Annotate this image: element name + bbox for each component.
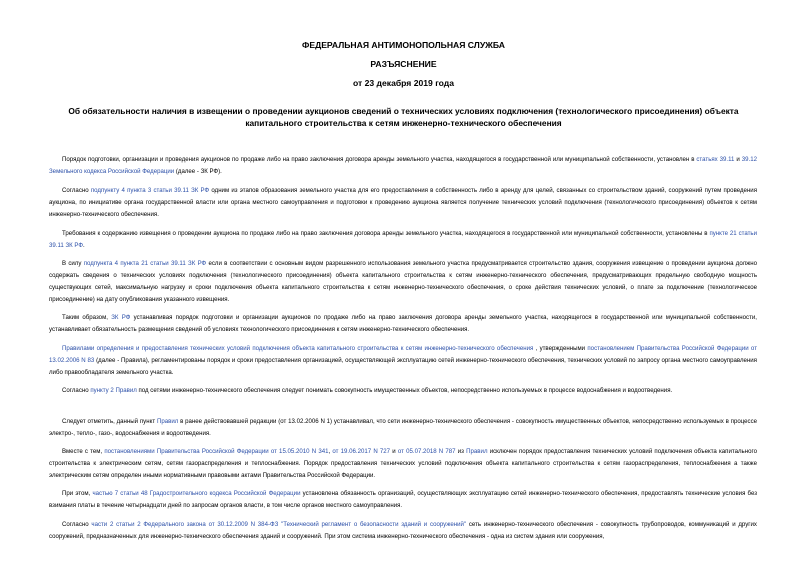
law-link[interactable]: частью 7 статьи 48 Градостроительного кодекса Российской Федерации [92, 490, 301, 497]
paragraph-text: одним из этапов образования земельного участка для его предоставления в собственность либо в аренду для целей, связанных со строительством зданий, сооружений путем проведения аукциона, по инициативе органа государственной власти или органа местного самоуправления и подготовки к проведению аукциона является получение технических условий подключения (технологического присоединения) объектов к сетям инженерно-технического обеспечения. [49, 187, 758, 218]
paragraph-text: исключен порядок предоставления технических условий подключения объекта капитального строительства к электрическим сетям, сетям газораспределения и теплоснабжения. Порядок предоставления технических условий подключения объекта капитального строительства к сетям газораспределения, теплоснабжения а также электрическим сетям определен иными нормативными правовыми актами Правительства Российской Федерации. [49, 448, 757, 479]
law-link[interactable]: подпункта 4 пункта 21 статьи 39.11 ЗК РФ [83, 260, 207, 267]
paragraph-text: если в соответствии с основным видом разрешенного использования земельного участка предусматривается строительство здания, сооружения извещение о проведении аукциона должно содержать сведения о технических условиях подключения (технологического присоединения) объекта капитального строительства к сетям инженерно-технического обеспечения, предусматривающих предельную свободную мощность существующих сетей, максимальную нагрузку и сроки подключения объекта капитального строительства к сетям инженерно-технического обеспечения, о сроке действия технических условий, о плате за подключение (технологическое присоединение) на дату опубликования указанного извещения. [49, 260, 757, 303]
law-link[interactable]: от 05.07.2018 N 787 [397, 448, 456, 455]
paragraph-text: установлена обязанность организаций, осуществляющих эксплуатацию сетей инженерно-технического обеспечения, предоставлять технические условия без взимания платы в течение четырнадцати дней по запросам органов власти, в том числе органов местного самоуправления. [49, 490, 758, 509]
paragraph-4 [49, 258, 757, 306]
paragraph-text: , [328, 448, 333, 455]
paragraph-1 [49, 154, 757, 178]
law-link[interactable]: 39.12 Земельного кодекса Российской Федерации [49, 156, 757, 175]
paragraph-5 [49, 312, 757, 336]
law-link[interactable]: Правил [466, 448, 488, 455]
paragraph-text: под сетями инженерно-технического обеспечения следует понимать совокупность имущественных объектов, непосредственно используемых в процессе водоснабжения и водоотведения. [136, 387, 673, 394]
law-link[interactable]: статьях 39.11 [696, 156, 735, 163]
law-link[interactable]: пункте 21 статьи 39.11 ЗК РФ [49, 230, 757, 249]
law-link[interactable]: Правилами определения и предоставления технических условий подключения объекта капитального строительства к сетям инженерно-технического обеспечения [62, 345, 534, 352]
law-link[interactable]: постановлением Правительства Российской Федерации от 13.02.2006 N 83 [49, 345, 757, 364]
paragraph-text: Порядок подготовки, организации и проведения аукционов по продаже либо на право заключения договора аренды земельного участка, находящегося в государственной или муниципальной собственности, установлен в [62, 156, 697, 163]
agency-heading: ФЕДЕРАЛЬНАЯ АНТИМОНОПОЛЬНАЯ СЛУЖБА [302, 40, 505, 50]
paragraph-text: устанавливая порядок подготовки и организации аукционов по продаже либо на право заключения договора аренды земельного участка, находящегося в государственной или муниципальной собственности, устанавливает обязательность размещения сведений об условиях технологического присоединения к сетям инженерно-технического обеспечения. [49, 314, 757, 333]
law-link[interactable]: постановлениями Правительства Российской Федерации от 15.05.2010 N 341 [104, 448, 329, 455]
paragraph-text: Вместе с тем, [62, 448, 105, 455]
paragraph-text: , утвержденными [533, 345, 588, 352]
law-link[interactable]: части 2 статьи 2 Федерального закона от 30.12.2009 N 384-ФЗ "Технический регламент о безопасности зданий и сооружений" [91, 521, 467, 528]
paragraph-text: и [390, 448, 398, 455]
document-title: Об обязательности наличия в извещении о проведении аукционов сведений о технических условиях подключения (технологического присоединения) объекта капитального строительства к сетям инженерно-технического обеспечения [68, 106, 739, 128]
law-link[interactable]: пункту 2 Правил [90, 387, 137, 394]
paragraph-text: В силу [62, 260, 84, 267]
paragraph-text: Требования к содержанию извещения о проведении аукциона по продаже либо на право заключения договора аренды земельного участка, находящегося в государственной или муниципальной собственности, установлены в [62, 230, 710, 237]
paragraph-text: Согласно [62, 187, 91, 194]
paragraph-text: Таким образом, [62, 314, 112, 321]
paragraph-text: (далее - Правила), регламентированы порядок и сроки предоставления организацией, осуществляющей эксплуатацию сетей инженерно-технического обеспечения, технических условий по запросу органа местного самоуправления либо правообладателя земельного участка. [49, 357, 757, 376]
paragraph-6 [49, 343, 757, 379]
law-link[interactable]: от 19.06.2017 N 727 [332, 448, 391, 455]
paragraph-text: (далее - ЗК РФ). [174, 168, 222, 175]
paragraph-3 [49, 228, 757, 252]
law-link[interactable]: Правил [156, 418, 179, 425]
paragraph-text: Следует отметить, данный пункт [62, 418, 157, 425]
doc-date-heading: от 23 декабря 2019 года [352, 78, 455, 88]
paragraph-10 [49, 488, 757, 512]
law-link[interactable]: ЗК РФ [111, 314, 131, 321]
paragraph-text: . [83, 242, 85, 249]
paragraph-text: При этом, [62, 490, 93, 497]
paragraph-7 [49, 385, 757, 397]
paragraph-text: и [734, 156, 742, 163]
paragraph-text: Согласно [62, 387, 91, 394]
doc-type-heading: РАЗЪЯСНЕНИЕ [370, 59, 437, 69]
paragraph-text: в ранее действовавшей редакции (от 13.02.2006 N 1) устанавливал, что сети инженерно-технического обеспечения - совокупность имущественных объектов, непосредственно используемых в процессе электро-, тепло-, газо-, водоснабжения и водоотведения. [49, 418, 758, 437]
paragraph-8 [49, 416, 757, 440]
paragraph-text: Согласно [62, 521, 92, 528]
paragraph-2 [49, 185, 757, 221]
paragraph-11 [49, 519, 757, 543]
paragraph-9 [49, 446, 757, 482]
paragraph-text: из [455, 448, 467, 455]
paragraph-text: сеть инженерно-технического обеспечения - совокупность трубопроводов, коммуникаций и других сооружений, предназначенных для инженерно-технического обеспечения зданий и сооружений. При этом система инженерно-технического обеспечения - одна из систем здания или сооружения, [49, 521, 757, 540]
law-link[interactable]: подпункту 4 пункта 3 статьи 39.11 ЗК РФ [90, 187, 210, 194]
